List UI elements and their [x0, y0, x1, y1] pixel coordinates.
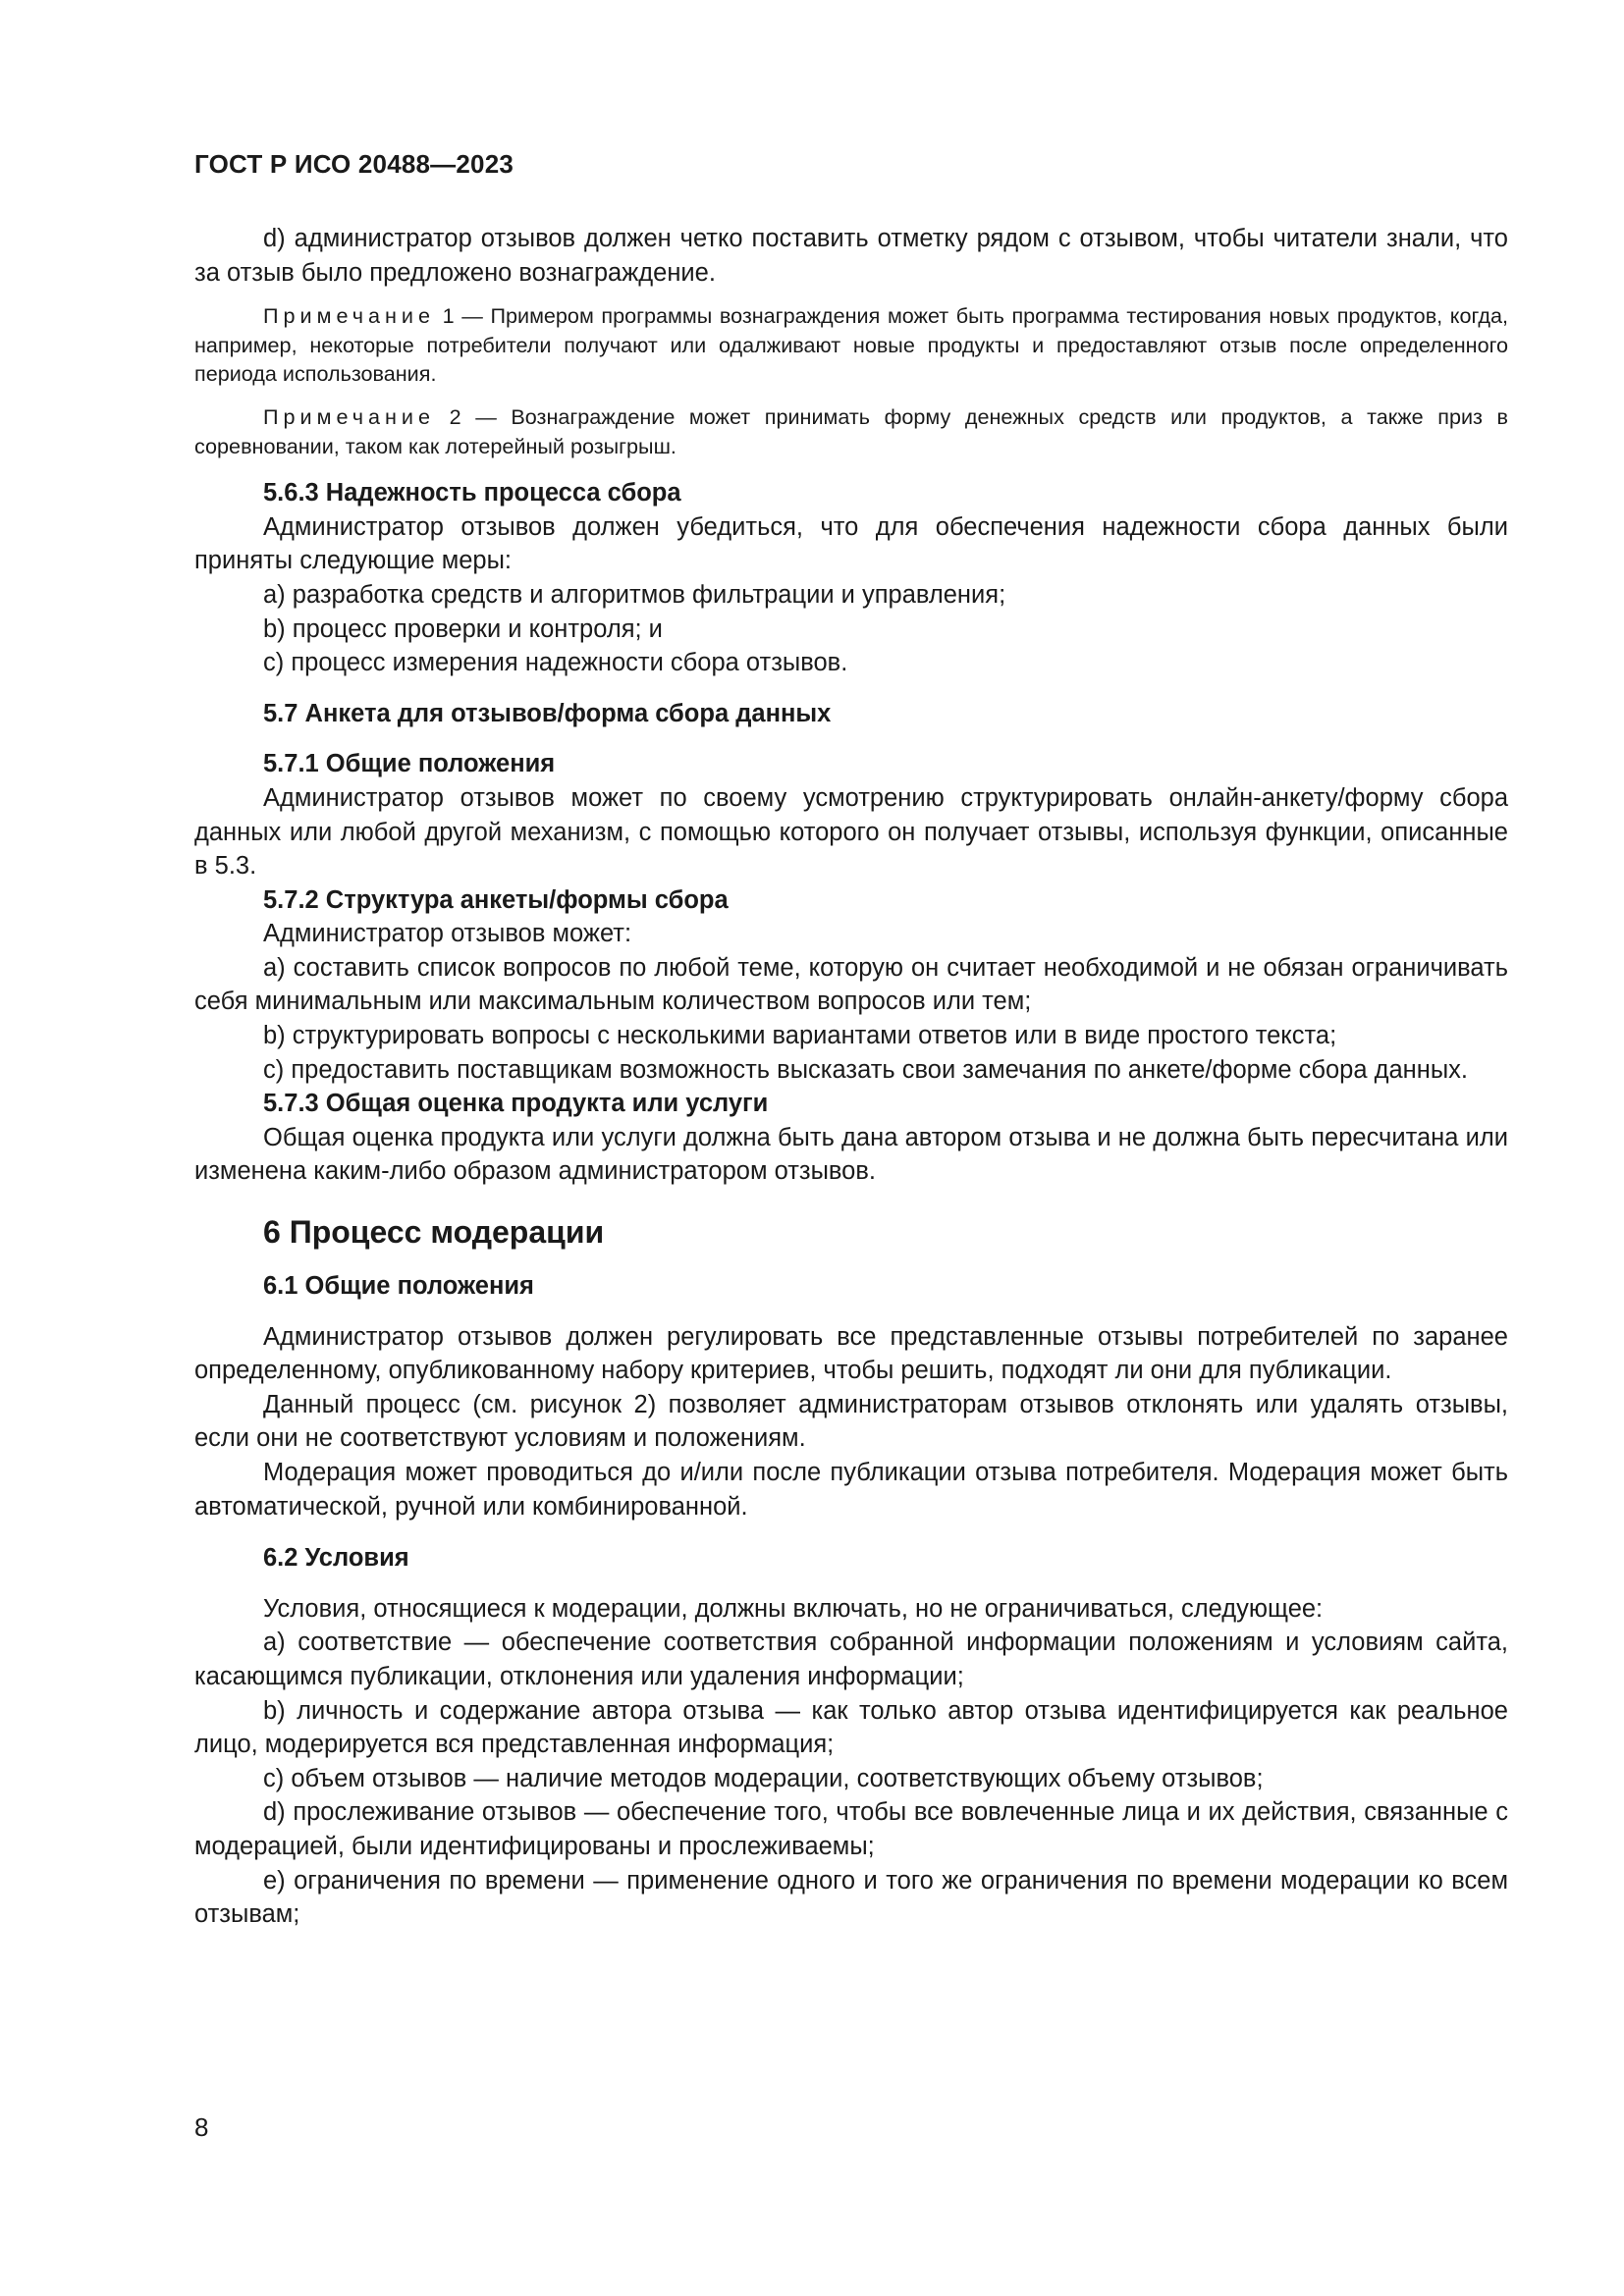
- note-label: Примечание: [263, 303, 435, 329]
- list-item: a) соответствие — обеспечение соответствия собранной информации положениям и условиям сайта, касающимся публикации, отклонения или удаления информации;: [194, 1629, 1508, 1690]
- section-5-7-2-intro: Администратор отзывов может:: [263, 920, 632, 948]
- section-6-1-heading: 6.1 Общие положения: [263, 1272, 534, 1301]
- list-item: a) разработка средств и алгоритмов фильтрации и управления;: [263, 580, 1006, 609]
- section-5-7-1-text: Администратор отзывов может по своему усмотрению структурировать онлайн-анкету/форму сбора данных или любой другой механизм, с помощью которого он получает отзывы, используя функции, описанные в 5.3.: [194, 783, 1508, 881]
- section-6-2-heading: 6.2 Условия: [263, 1544, 409, 1573]
- document-header: ГОСТ Р ИСО 20488—2023: [194, 149, 514, 179]
- section-6-2-intro: Условия, относящиеся к модерации, должны включать, но не ограничиваться, следующее:: [263, 1594, 1324, 1623]
- note-2: [194, 402, 1508, 460]
- paragraph: Данный процесс (см. рисунок 2) позволяет администраторам отзывов отклонять или удалять отзывы, если они не соответствуют условиям и положениям.: [194, 1390, 1508, 1453]
- section-5-6-3-heading: 5.6.3 Надежность процесса сбора: [263, 479, 681, 507]
- list-item: d) прослеживание отзывов — обеспечение того, чтобы все вовлеченные лица и их действия, связанные с модерацией, были идентифицированы и прослеживаемы;: [194, 1798, 1508, 1860]
- paragraph: Администратор отзывов должен регулировать все представленные отзывы потребителей по заранее определенному, опубликованному набору критериев, чтобы решить, подходят ли они для публикации.: [194, 1322, 1508, 1385]
- section-5-6-3-intro: Администратор отзывов должен убедиться, что для обеспечения надежности сбора данных были приняты следующие меры:: [194, 512, 1508, 575]
- section-5-7-2-heading: 5.7.2 Структура анкеты/формы сбора: [263, 885, 729, 914]
- section-5-7-3-heading: 5.7.3 Общая оценка продукта или услуги: [263, 1090, 769, 1118]
- note-label: Примечание: [263, 403, 435, 429]
- paragraph: Модерация может проводиться до и/или после публикации отзыва потребителя. Модерация может быть автоматической, ручной или комбинированной.: [194, 1459, 1508, 1521]
- list-item: c) предоставить поставщикам возможность высказать свои замечания по анкете/форме сбора данных.: [263, 1055, 1469, 1084]
- section-6-heading: 6 Процесс модерации: [263, 1214, 605, 1251]
- list-item: e) ограничения по времени — применение одного и того же ограничения по времени модерации ко всем отзывам;: [194, 1866, 1508, 1929]
- list-item: c) объем отзывов — наличие методов модерации, соответствующих объему отзывов;: [263, 1764, 1264, 1792]
- section-5-7-1-heading: 5.7.1 Общие положения: [263, 750, 556, 778]
- section-5-7-heading: 5.7 Анкета для отзывов/форма сбора данных: [263, 699, 832, 727]
- list-item-d: d) администратор отзывов должен четко поставить отметку рядом с отзывом, чтобы читатели знали, что за отзыв было предложено вознаграждение.: [194, 225, 1508, 287]
- list-item: b) личность и содержание автора отзыва — как только автор отзыва идентифицируется как реальное лицо, модерируется вся представленная информация;: [194, 1696, 1508, 1759]
- list-item: b) структурировать вопросы с несколькими вариантами ответов или в виде простого текста;: [263, 1022, 1337, 1050]
- note-1: [194, 301, 1508, 389]
- note-text: 1 — Примером программы вознаграждения может быть программа тестирования новых продуктов, когда, например, некоторые потребители получают или одалживают новые продукты и предоставляют отзыв после определенного периода использования.: [194, 303, 1508, 387]
- page-content: [194, 222, 1508, 1932]
- page-number: 8: [194, 2112, 209, 2142]
- list-item: a) составить список вопросов по любой теме, которую он считает необходимой и не обязан ограничивать себя минимальным или максимальным количеством вопросов или тем;: [194, 953, 1508, 1016]
- list-item: b) процесс проверки и контроля; и: [263, 614, 663, 643]
- note-text: 2 — Вознаграждение может принимать форму денежных средств или продуктов, а также приз в соревновании, таком как лотерейный розыгрыш.: [194, 403, 1508, 458]
- section-5-7-3-text: Общая оценка продукта или услуги должна быть дана автором отзыва и не должна быть пересчитана или изменена каким-либо образом администратором отзывов.: [194, 1123, 1508, 1186]
- list-item: c) процесс измерения надежности сбора отзывов.: [263, 649, 848, 677]
